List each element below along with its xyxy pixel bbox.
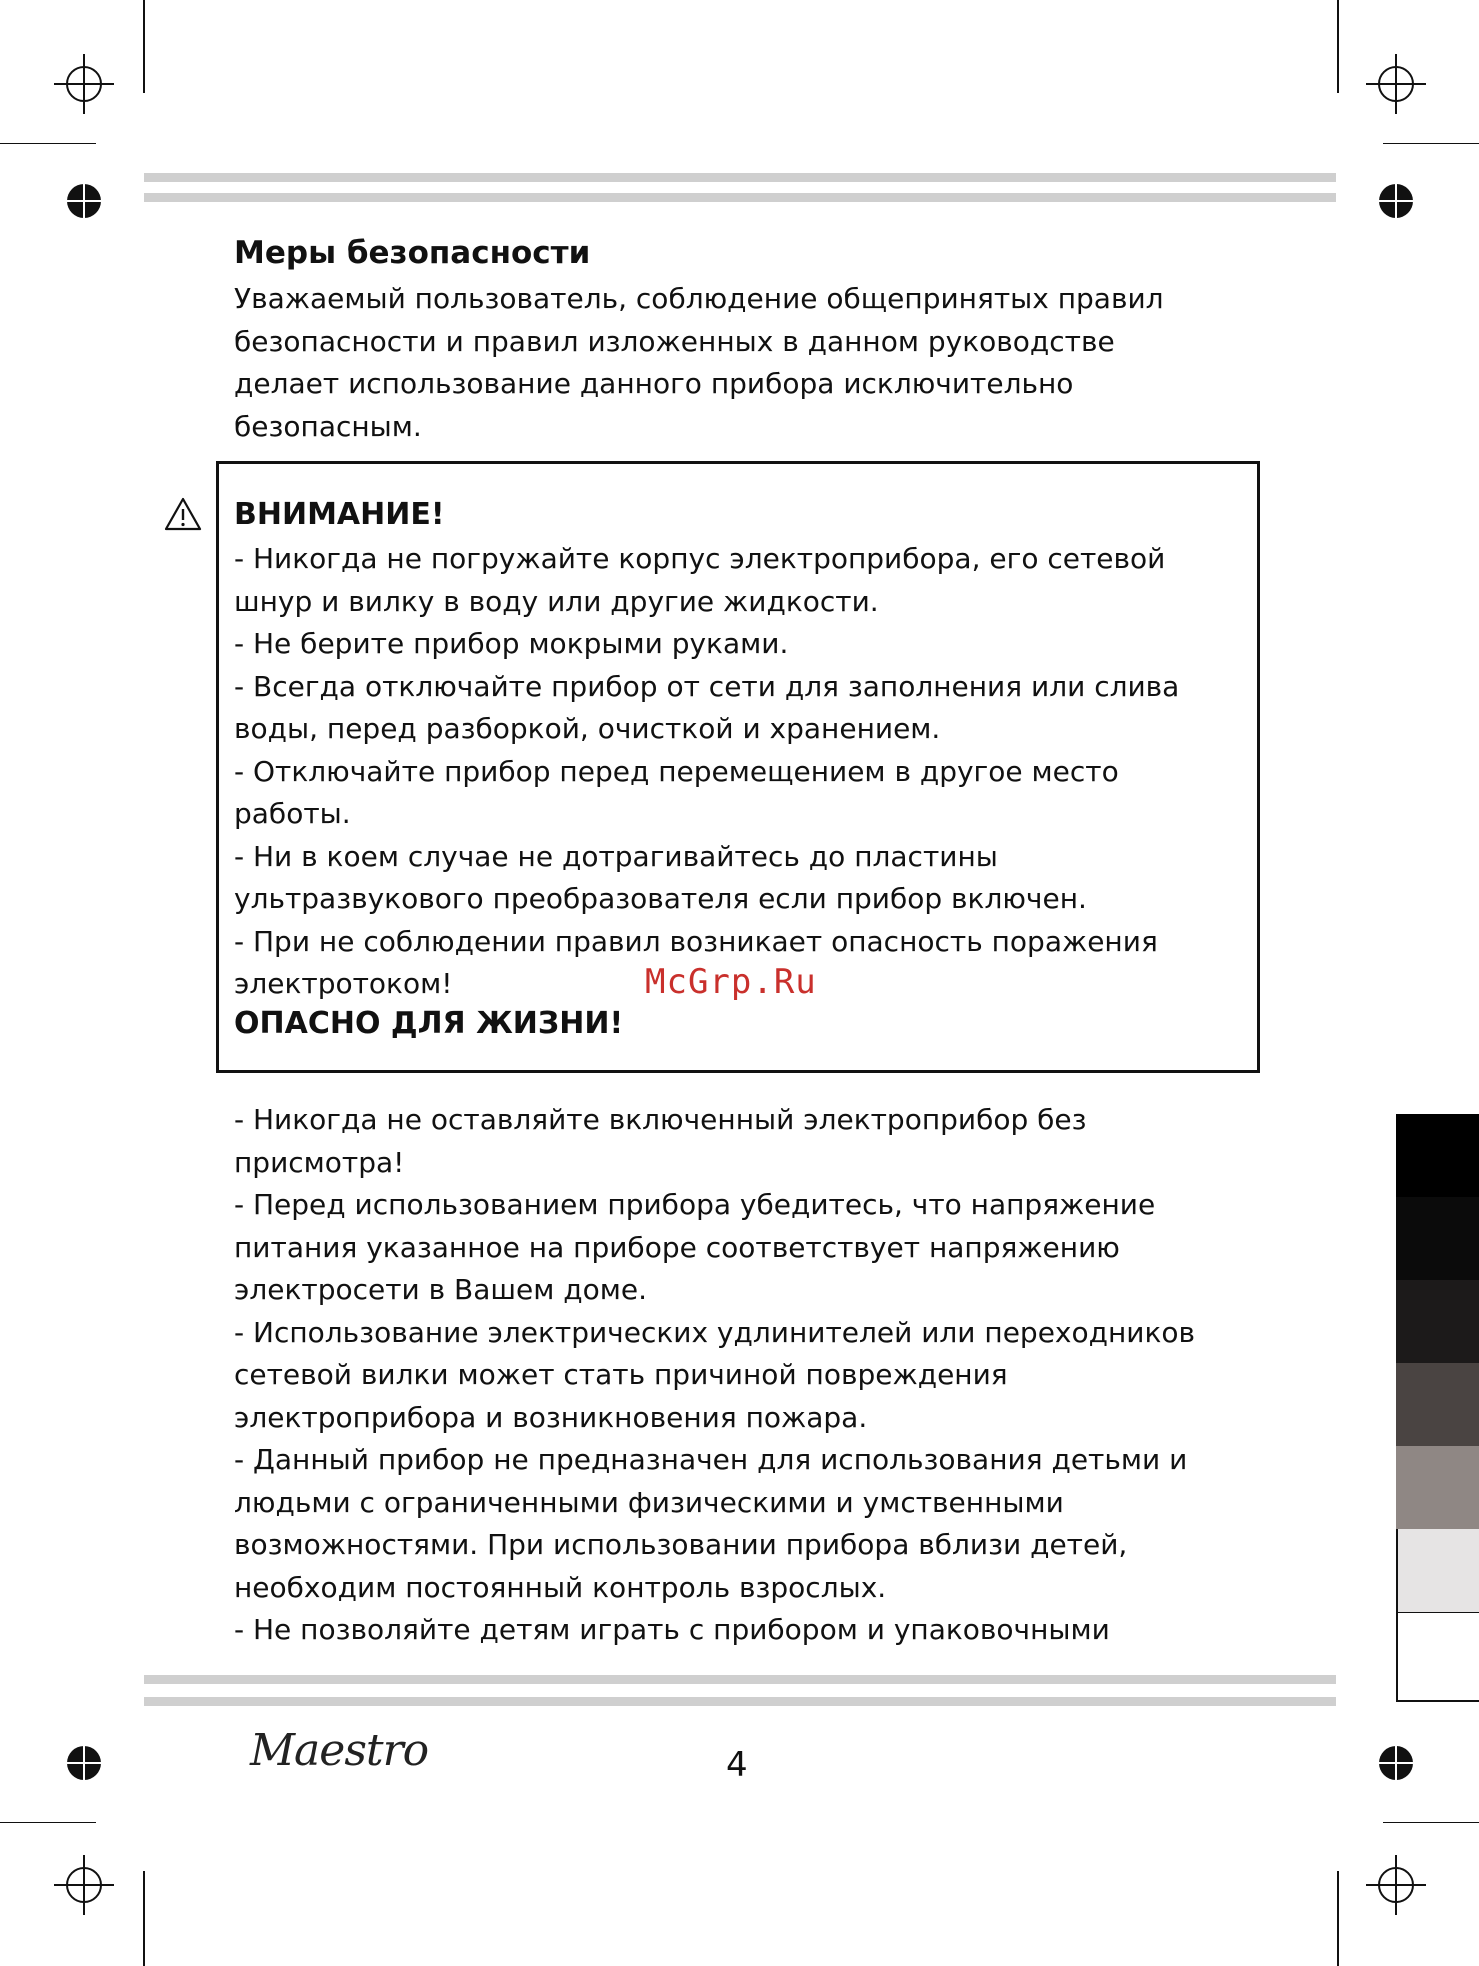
warning-line: электротоком! xyxy=(234,967,453,1000)
warning-line: - Никогда не погружайте корпус электроприбора, его сетевой xyxy=(234,542,1166,575)
top-rule xyxy=(144,193,1336,202)
top-rule xyxy=(144,173,1336,182)
text-line: - Использование электрических удлинителей или переходников xyxy=(234,1315,1196,1349)
registration-dot-icon xyxy=(1366,171,1426,231)
text-line: необходим постоянный контроль взрослых. xyxy=(234,1570,887,1604)
registration-dot-icon xyxy=(54,171,114,231)
warning-line: - Ни в коем случае не дотрагивайтесь до пластины xyxy=(234,839,998,873)
color-swatch xyxy=(1396,1529,1479,1612)
crop-mark xyxy=(0,1822,96,1823)
text-line: электроприбора и возникновения пожара. xyxy=(234,1400,868,1434)
warning-title: ВНИМАНИЕ! xyxy=(234,497,445,532)
text-line: питания указанное на приборе соответствует напряжению xyxy=(234,1230,1120,1264)
text-line: присмотра! xyxy=(234,1145,405,1179)
warning-line: - При не соблюдении правил возникает опасность поражения xyxy=(234,924,1158,958)
warning-triangle-icon xyxy=(164,497,202,531)
color-swatch xyxy=(1396,1114,1479,1197)
crop-mark xyxy=(143,1871,145,1966)
text-line: - Никогда не оставляйте включенный электроприбор без xyxy=(234,1103,1087,1136)
brand-logo: Maestro xyxy=(250,1725,429,1776)
text-line: делает использование данного прибора исключительно xyxy=(234,367,1074,400)
registration-mark-icon xyxy=(54,54,114,114)
watermark: McGrp.Ru xyxy=(645,962,817,1002)
warning-line: - Отключайте прибор перед перемещением в другое место xyxy=(234,754,1119,788)
registration-mark-icon xyxy=(1366,54,1426,114)
crop-mark xyxy=(1337,0,1339,93)
bottom-rule xyxy=(144,1697,1336,1706)
text-line: безопасным. xyxy=(234,409,422,443)
intro-paragraph xyxy=(234,278,1244,448)
warning-line: работы. xyxy=(234,797,351,830)
warning-line: шнур и вилку в воду или другие жидкости. xyxy=(234,584,879,618)
body-paragraph xyxy=(234,1099,1244,1652)
registration-dot-icon xyxy=(54,1733,114,1793)
crop-mark xyxy=(0,143,96,144)
text-line: - Перед использованием прибора убедитесь, что напряжение xyxy=(234,1188,1156,1221)
warning-line: ультразвукового преобразователя если прибор включен. xyxy=(234,882,1087,915)
text-line: электросети в Вашем доме. xyxy=(234,1273,648,1306)
color-swatch xyxy=(1396,1446,1479,1529)
warning-line: - Не берите прибор мокрыми руками. xyxy=(234,627,789,660)
warning-line: воды, перед разборкой, очисткой и хранением. xyxy=(234,712,941,745)
warning-list xyxy=(234,538,1244,1006)
danger-notice: ОПАСНО ДЛЯ ЖИЗНИ! xyxy=(234,1006,624,1041)
warning-line: - Всегда отключайте прибор от сети для заполнения или слива xyxy=(234,669,1180,703)
bottom-rule xyxy=(144,1675,1336,1684)
crop-mark xyxy=(1383,1822,1479,1823)
text-line: - Данный прибор не предназначен для использования детьми и xyxy=(234,1443,1188,1476)
text-line: безопасности и правил изложенных в данном руководстве xyxy=(234,324,1115,358)
text-line: Уважаемый пользователь, соблюдение общепринятых правил xyxy=(234,282,1164,315)
crop-mark xyxy=(1383,143,1479,144)
color-swatch xyxy=(1396,1363,1479,1446)
crop-mark xyxy=(1337,1871,1339,1966)
text-line: - Не позволяйте детям играть с прибором и упаковочными xyxy=(234,1613,1110,1646)
text-line: людьми с ограниченными физическими и умственными xyxy=(234,1485,1064,1519)
crop-mark xyxy=(143,0,145,93)
page-number: 4 xyxy=(726,1745,748,1785)
text-line: возможностями. При использовании прибора вблизи детей, xyxy=(234,1528,1128,1561)
registration-mark-icon xyxy=(54,1855,114,1915)
registration-dot-icon xyxy=(1366,1733,1426,1793)
color-swatch xyxy=(1396,1612,1479,1702)
color-swatch xyxy=(1396,1280,1479,1363)
section-heading: Меры безопасности xyxy=(234,235,591,271)
registration-mark-icon xyxy=(1366,1855,1426,1915)
color-swatch xyxy=(1396,1197,1479,1280)
text-line: сетевой вилки может стать причиной повреждения xyxy=(234,1358,1008,1391)
